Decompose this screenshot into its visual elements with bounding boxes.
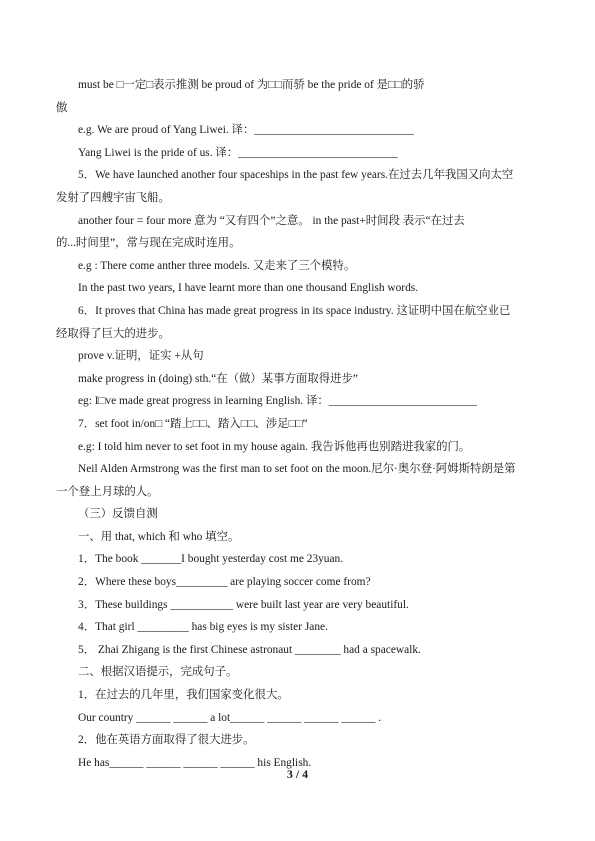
text-line: another four = four more 意为 “又有四个”之意。 in the past+时间段 表示“在过去 — [78, 214, 465, 227]
text-line: 一个登上月球的人。 — [56, 485, 159, 498]
exercise-item: 1．在过去的几年里，我们国家变化很大。 — [78, 689, 289, 702]
exercise-item: 3．These buildings ___________ were built last year are very beautiful. — [78, 598, 409, 611]
text-line: 5．We have launched another four spaceships in the past few years.在过去几年我国又向太空 — [78, 169, 514, 182]
document-body — [56, 74, 544, 774]
text-line: Yang Liwei is the pride of us. 译：____________________________ — [78, 146, 398, 159]
exercise-instruction: 一、用 that, which 和 who 填空。 — [78, 530, 240, 543]
exercise-item: 4．That girl _________ has big eyes is my sister Jane. — [78, 621, 328, 634]
text-line: make progress in (doing) sth.“在（做）某事方面取得进步” — [78, 372, 358, 385]
text-line: 傲 — [56, 101, 68, 114]
text-line: 7．set foot in/on□ “踏上□□、踏入□□、涉足□□” — [78, 417, 308, 430]
text-line: In the past two years, I have learnt more than one thousand English words. — [78, 282, 419, 295]
exercise-item: Our country ______ ______ a lot______ ______ ______ ______ . — [78, 711, 382, 724]
text-line: e.g. We are proud of Yang Liwei. 译：____________________________ — [78, 124, 414, 137]
exercise-item: 5． Zhai Zhigang is the first Chinese astronaut ________ had a spacewalk. — [78, 643, 421, 656]
exercise-item: He has______ ______ ______ ______ his English. — [78, 756, 312, 769]
text-line: prove v.证明，证实 +从句 — [78, 350, 204, 363]
text-line: e.g: I told him never to set foot in my house again. 我告诉他再也别踏进我家的门。 — [78, 440, 471, 453]
exercise-item: 2．他在英语方面取得了很大进步。 — [78, 734, 255, 747]
text-line: 的...时间里”，常与现在完成时连用。 — [56, 237, 241, 250]
exercise-item: 2．Where these boys_________ are playing soccer come from? — [78, 576, 371, 589]
text-line: 经取得了巨大的进步。 — [56, 327, 170, 340]
text-line: must be □一定□表示推测 be proud of 为□□而骄 be the pride of 是□□的骄 — [78, 79, 425, 91]
text-line: 6．It proves that China has made great progress in its space industry. 这证明中国在航空业已 — [78, 304, 511, 317]
text-line: e.g : There come anther three models. 又走来了三个模特。 — [78, 259, 356, 272]
exercise-instruction: 二、根据汉语提示，完成句子。 — [78, 666, 238, 679]
page-number: 3 / 4 — [286, 767, 309, 781]
text-line: eg: I□ve made great progress in learning English. 译：__________________________ — [78, 395, 477, 408]
exercise-item: 1．The book _______I bought yesterday cost me 23yuan. — [78, 553, 344, 566]
text-line: Neil Alden Armstrong was the first man to set foot on the moon.尼尔·奥尔登·阿姆斯特朗是第 — [78, 463, 516, 476]
section-heading: （三）反馈自测 — [78, 508, 158, 521]
text-line: 发射了四艘宇宙飞船。 — [56, 191, 170, 204]
